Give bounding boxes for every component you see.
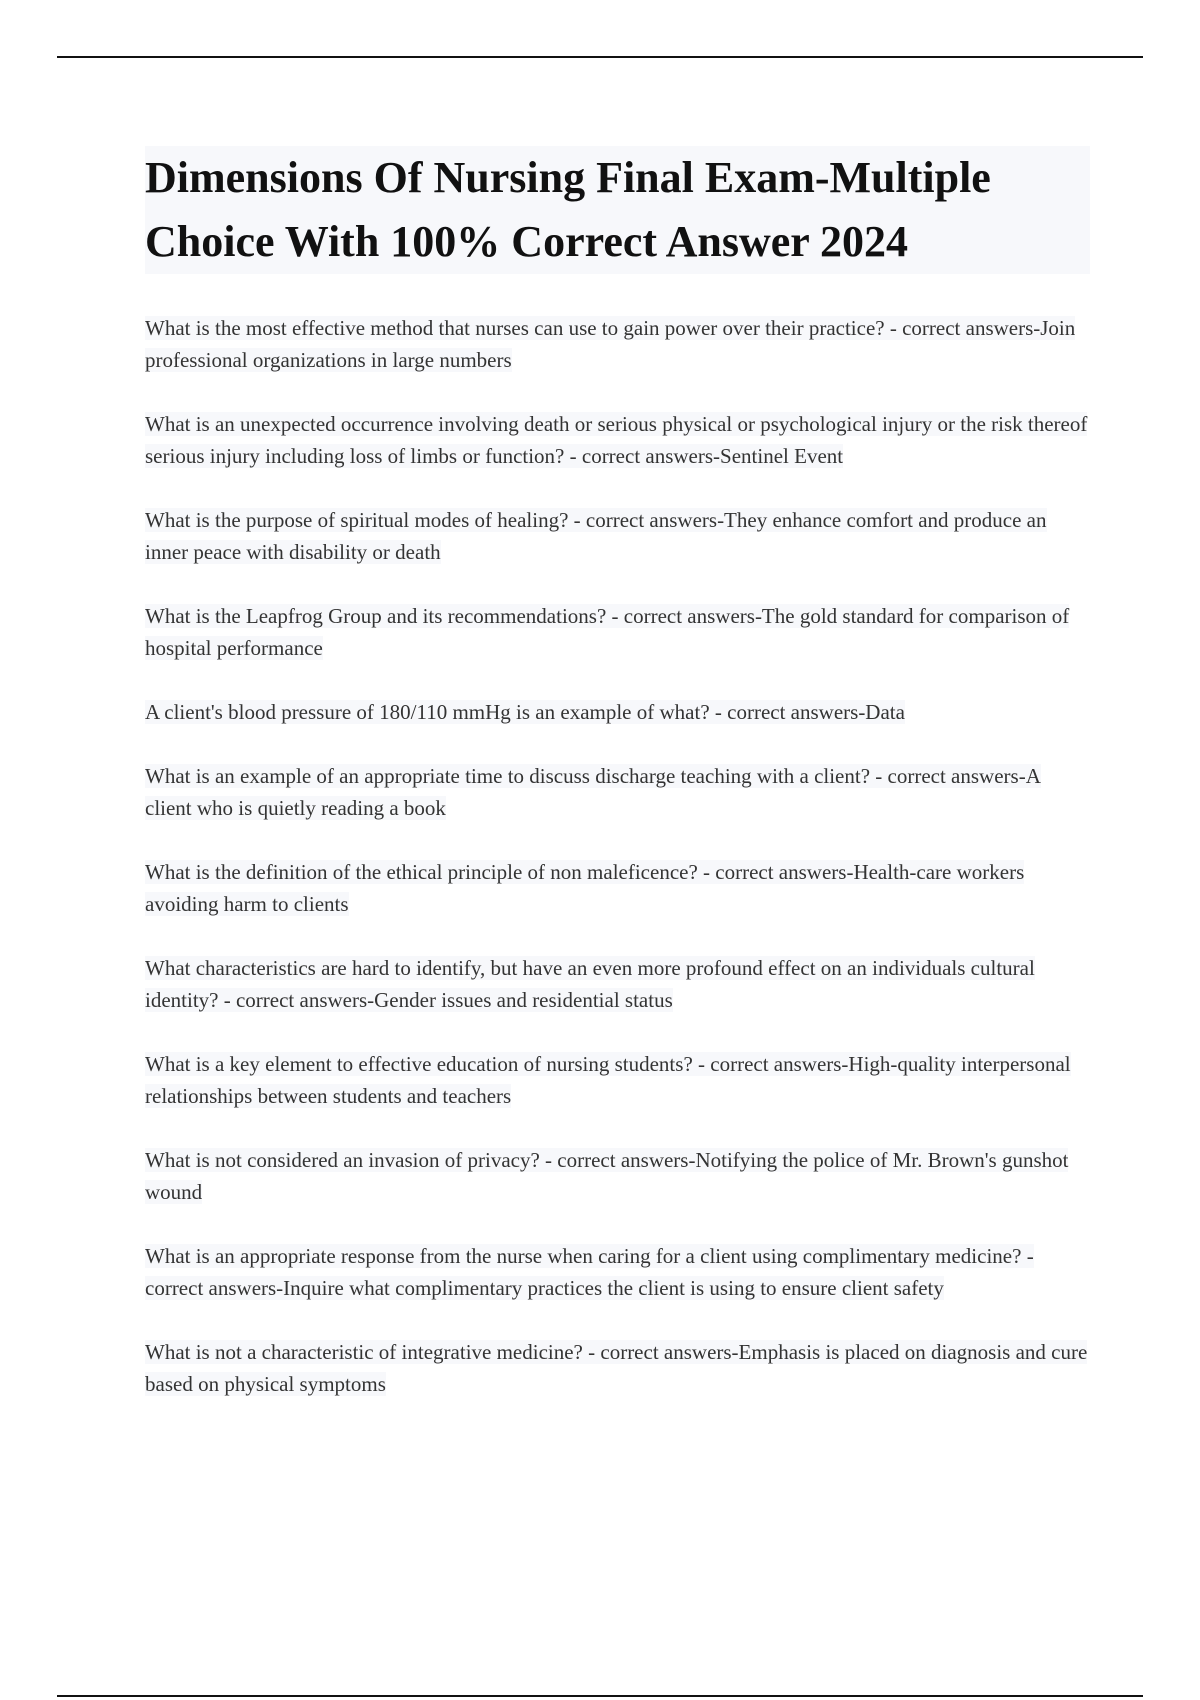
qa-item: What is an example of an appropriate time to discuss discharge teaching with a client? - correct answers-A client who is quietly reading a book xyxy=(145,764,1041,820)
qa-item: What is the Leapfrog Group and its recommendations? - correct answers-The gold standard for comparison of hospital performance xyxy=(145,604,1070,660)
top-rule xyxy=(57,56,1143,58)
qa-item: What is the purpose of spiritual modes of healing? - correct answers-They enhance comfort and produce an inner peace with disability or death xyxy=(145,508,1047,564)
qa-item: What is the most effective method that nurses can use to gain power over their practice? - correct answers-Join professional organizations in large numbers xyxy=(145,316,1076,372)
qa-list xyxy=(145,312,1090,1400)
qa-item: A client's blood pressure of 180/110 mmHg is an example of what? - correct answers-Data xyxy=(145,700,905,724)
qa-item: What is an unexpected occurrence involving death or serious physical or psychological injury or the risk thereof serious injury including loss of limbs or function? - correct answers-Sentinel Event xyxy=(145,412,1088,468)
qa-item: What is a key element to effective education of nursing students? - correct answers-High-quality interpersonal relationships between students and teachers xyxy=(145,1052,1071,1108)
document-title: Dimensions Of Nursing Final Exam-Multiple Choice With 100% Correct Answer 2024 xyxy=(145,146,1090,274)
qa-item: What is the definition of the ethical principle of non maleficence? - correct answers-Health-care workers avoiding harm to clients xyxy=(145,860,1025,916)
qa-item: What is an appropriate response from the nurse when caring for a client using complimentary medicine? - correct answers-Inquire what complimentary practices the client is using to ensure client safety xyxy=(145,1244,1034,1300)
qa-item: What is not a characteristic of integrative medicine? - correct answers-Emphasis is placed on diagnosis and cure based on physical symptoms xyxy=(145,1340,1088,1396)
qa-item: What characteristics are hard to identify, but have an even more profound effect on an individuals cultural identity? - correct answers-Gender issues and residential status xyxy=(145,956,1035,1012)
qa-item: What is not considered an invasion of privacy? - correct answers-Notifying the police of Mr. Brown's gunshot wound xyxy=(145,1148,1069,1204)
document-body xyxy=(145,146,1090,1432)
bottom-rule xyxy=(57,1695,1143,1697)
